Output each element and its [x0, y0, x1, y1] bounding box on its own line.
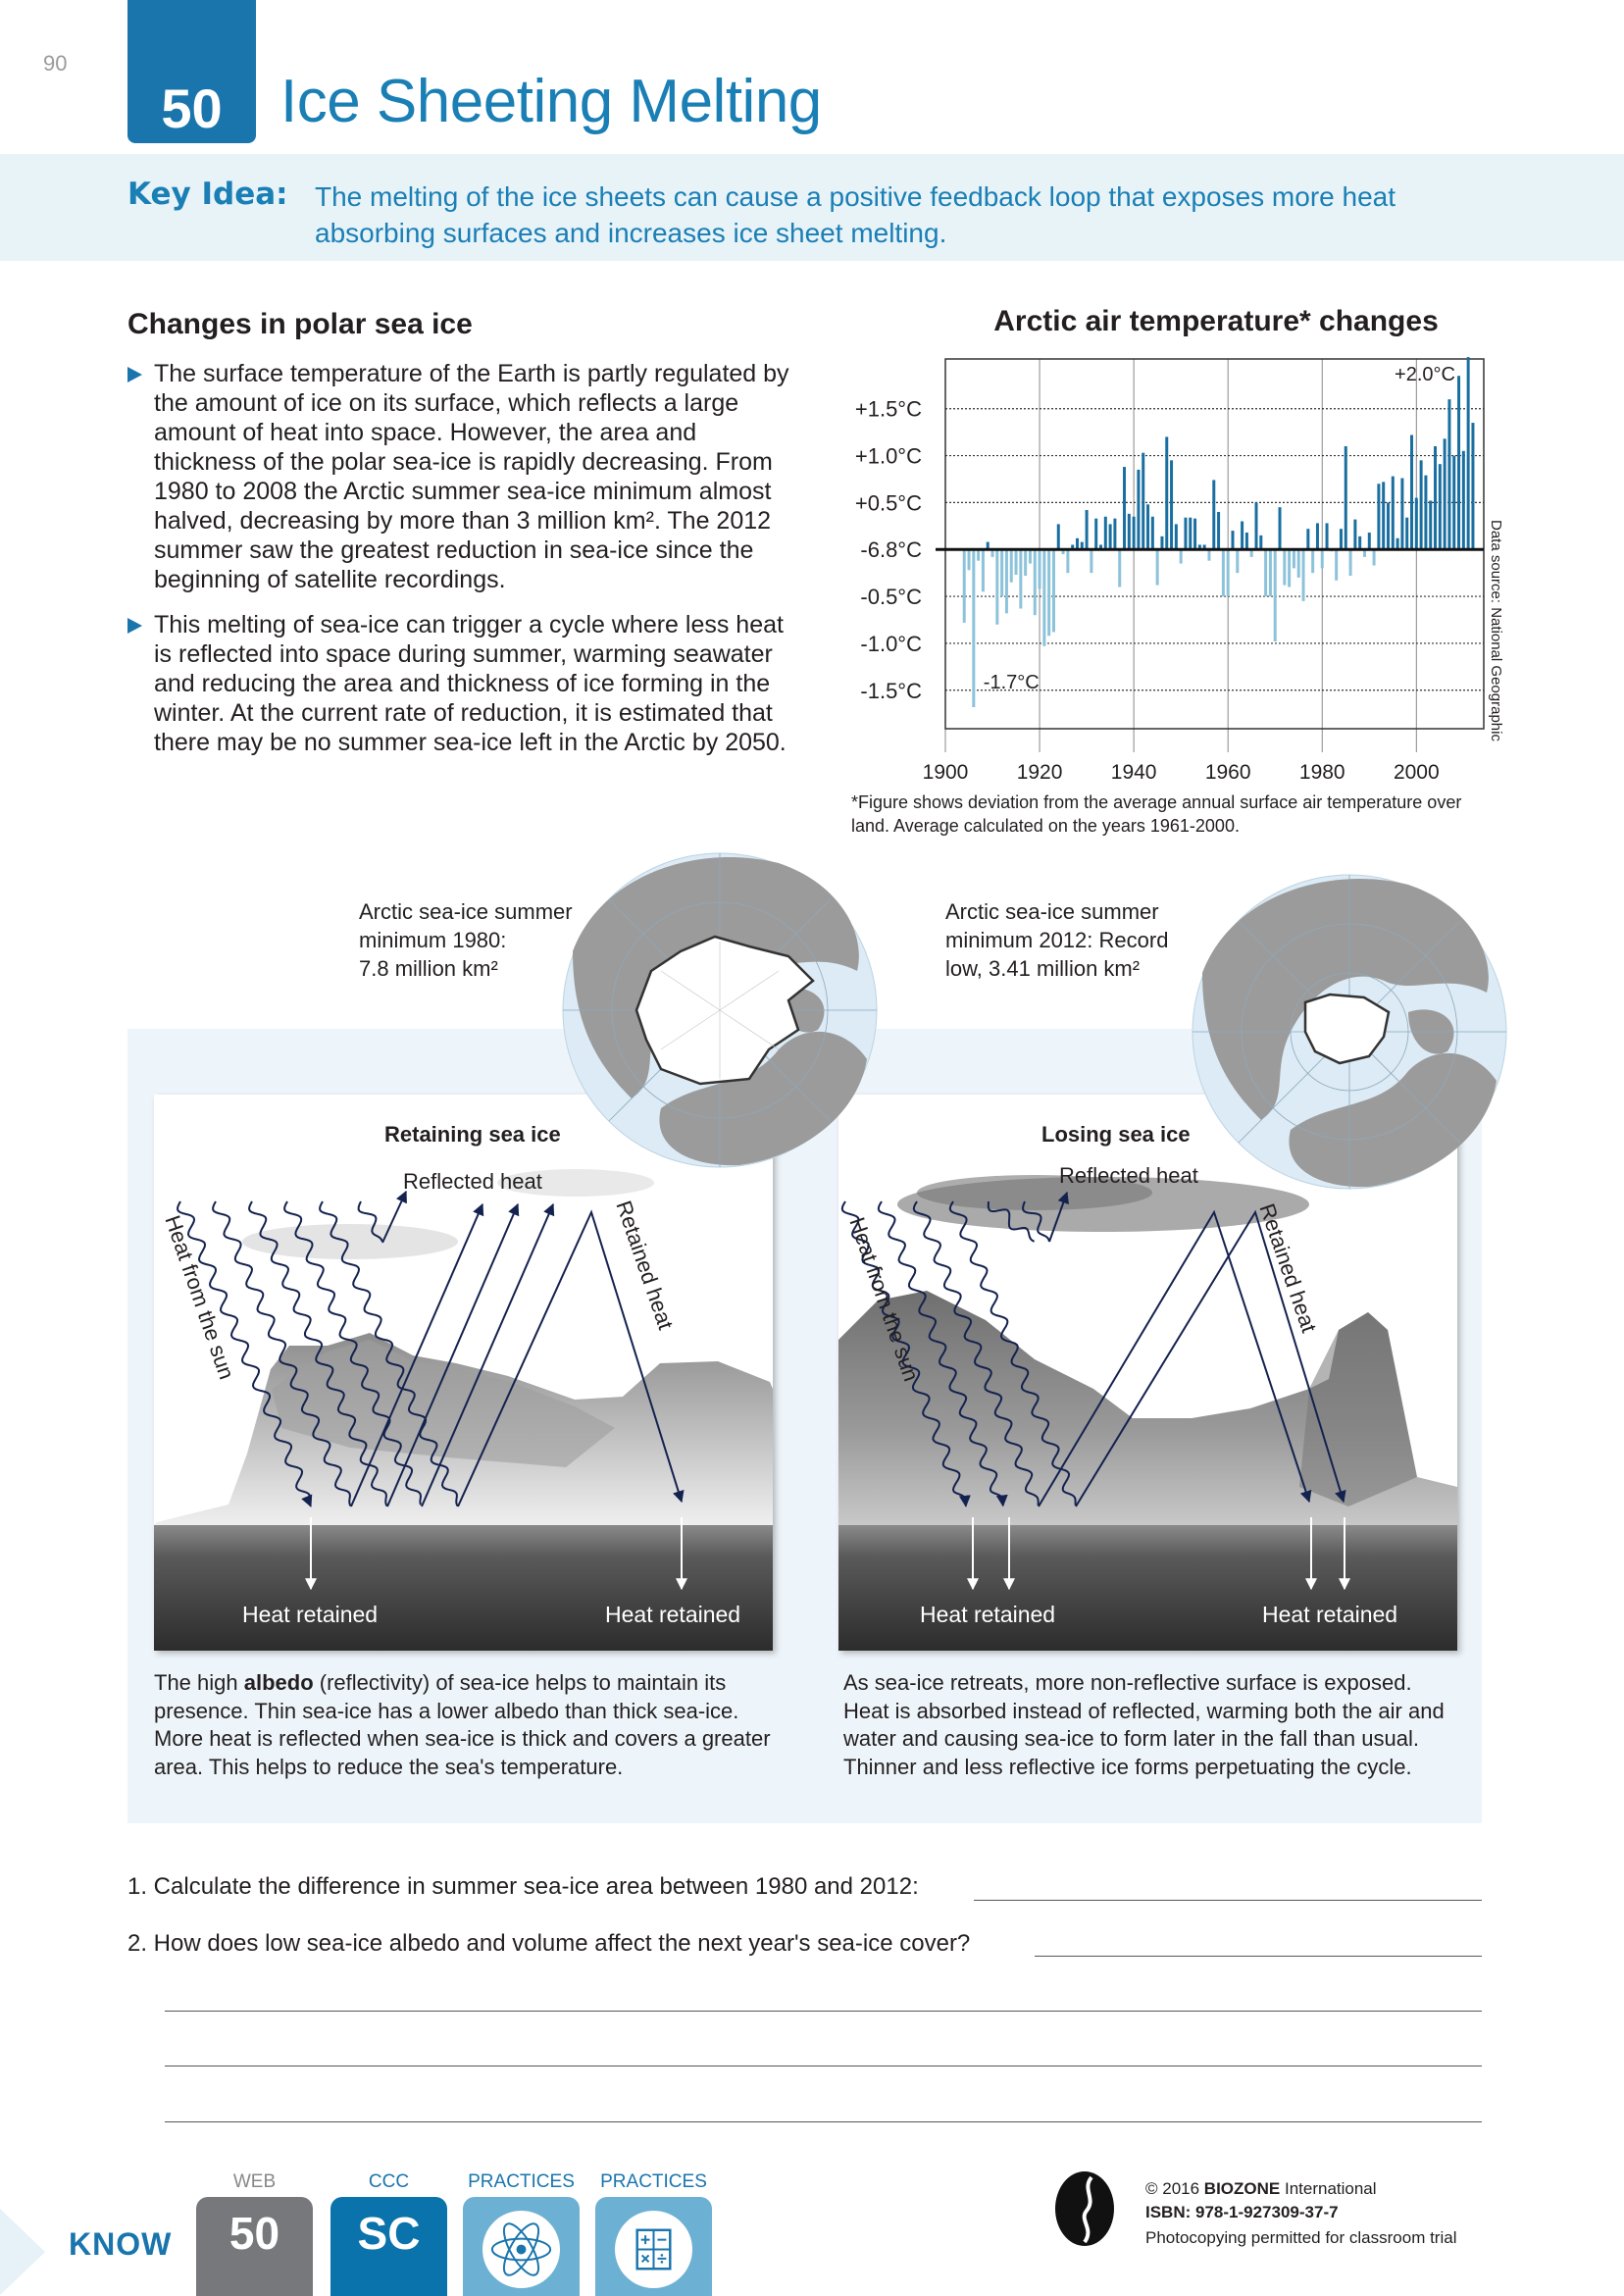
y-tick-label: +0.5°C: [854, 490, 922, 516]
bar: [1128, 514, 1131, 549]
bar: [1039, 549, 1041, 588]
caption-line: Arctic sea-ice summer: [359, 899, 573, 924]
chart-footnote: *Figure shows deviation from the average annual surface air temperature over land. Average calculated on the years 1961-2000.: [851, 792, 1462, 836]
bar: [1151, 517, 1154, 549]
caption-line: 7.8 million km²: [359, 956, 498, 981]
x-tick-label: 1980: [1298, 761, 1345, 784]
bar: [1217, 512, 1220, 549]
bar: [1259, 536, 1262, 549]
heat-retained-label: Heat retained: [605, 1602, 741, 1627]
map-caption-1980: [359, 897, 573, 983]
bar: [1467, 357, 1470, 549]
retained-heat-label: Retained heat: [611, 1198, 679, 1333]
question-2: 2. How does low sea-ice albedo and volume affect the next year's sea-ice cover?: [127, 1930, 971, 1957]
bar: [1396, 538, 1399, 549]
bar: [1316, 523, 1319, 549]
bar: [1452, 456, 1455, 550]
map-caption-2012: [945, 897, 1168, 983]
bar: [1118, 549, 1121, 587]
bar: [1345, 446, 1347, 549]
bar: [1297, 549, 1300, 578]
bar: [1180, 549, 1183, 563]
y-tick-label: +1.5°C: [854, 396, 922, 422]
heat-retained-label: Heat retained: [920, 1602, 1056, 1627]
bullet-triangle-icon: [127, 618, 142, 634]
copyright: [1145, 2179, 1377, 2199]
caption-line: Arctic sea-ice summer: [945, 899, 1159, 924]
bar: [1090, 549, 1092, 573]
x-tick-label: 1900: [922, 761, 969, 784]
bar: [1193, 519, 1196, 550]
bar: [1133, 517, 1136, 549]
bar: [1123, 467, 1126, 549]
losing-caption: As sea-ice retreats, more non-reflective surface is exposed. Heat is absorbed instead of reflected, warming both the air and water and causing sea-ice to form later in the fall than usual. Thinner and less reflective ice forms perpetuating the cycle.: [843, 1670, 1445, 1779]
bar: [968, 549, 971, 570]
bar: [1340, 529, 1343, 549]
activity-number-tab: [127, 0, 256, 143]
y-tick-label: -0.5°C: [860, 585, 922, 610]
bar: [1439, 464, 1442, 549]
bar: [1227, 549, 1230, 596]
bar: [1279, 507, 1282, 549]
page-title: Ice Sheeting Melting: [280, 68, 822, 135]
bar: [1302, 549, 1305, 601]
bar: [1029, 549, 1032, 563]
bar: [1137, 470, 1140, 549]
arctic-map-2012: [1188, 870, 1511, 1194]
x-tick-label: 1960: [1204, 761, 1251, 784]
reflected-heat-label: Reflected heat: [1059, 1163, 1198, 1188]
tag-label: CCC: [368, 2171, 410, 2192]
brand-name: BIOZONE: [1203, 2179, 1281, 2198]
y-tick-label: -1.5°C: [860, 678, 922, 703]
bar: [1429, 500, 1432, 549]
bar: [1293, 549, 1295, 568]
caption-bold: albedo: [243, 1670, 314, 1695]
x-tick-label: 1920: [1016, 761, 1063, 784]
bar: [1415, 498, 1418, 550]
bar: [1010, 549, 1013, 582]
tag-label: PRACTICES: [600, 2171, 707, 2192]
tag-label: WEB: [232, 2171, 277, 2192]
bar: [1156, 549, 1159, 585]
know-label: KNOW: [69, 2226, 173, 2262]
bar: [1104, 517, 1107, 549]
bar: [1160, 536, 1163, 549]
web-tag[interactable]: [196, 2197, 313, 2296]
bar: [1264, 549, 1267, 596]
diagram-title: Losing sea ice: [1041, 1122, 1191, 1147]
bar: [1353, 520, 1356, 550]
bar: [1335, 549, 1338, 581]
bar: [1457, 376, 1460, 549]
bar: [1245, 533, 1248, 549]
y-tick-label: +1.0°C: [854, 443, 922, 469]
bar: [1146, 504, 1149, 549]
bar: [1424, 476, 1427, 550]
bar: [1255, 502, 1258, 549]
key-idea-text: The melting of the ice sheets can cause a positive feedback loop that exposes more heat absorbing surfaces and increases ice sheet melting.: [315, 181, 1396, 248]
x-tick-label: 1940: [1110, 761, 1157, 784]
heat-from-sun-label: Heat from the sun: [160, 1212, 239, 1383]
bar: [1231, 531, 1234, 549]
bar: [1368, 533, 1371, 549]
bar: [1392, 477, 1395, 550]
bar: [1288, 549, 1291, 587]
bar: [1005, 549, 1008, 613]
bar: [1042, 549, 1045, 646]
question-1: 1. Calculate the difference in summer sea-ice area between 1980 and 2012:: [127, 1873, 919, 1900]
bar: [1283, 549, 1286, 585]
know-arrow-icon: [0, 2209, 45, 2295]
isbn: ISBN: 978-1-927309-37-7: [1145, 2203, 1339, 2221]
biozone-logo-icon: [1047, 2169, 1126, 2248]
bar: [1066, 549, 1069, 573]
bar: [1175, 524, 1178, 549]
reflected-heat-label: Reflected heat: [403, 1169, 542, 1194]
bar: [1405, 518, 1408, 550]
data-source: Data source: National Geographic: [1488, 520, 1504, 741]
web-tag-value: 50: [228, 2208, 280, 2259]
bar: [982, 549, 985, 591]
chart-title: Arctic air temperature* changes: [993, 305, 1439, 337]
bullet-paragraph: [127, 359, 804, 594]
bar: [1113, 519, 1116, 550]
retaining-caption: [154, 1669, 782, 1781]
practices-tag[interactable]: [463, 2197, 580, 2296]
bar: [1410, 435, 1413, 550]
diagram-title: Retaining sea ice: [384, 1122, 561, 1147]
bar: [1382, 482, 1385, 549]
caption-line: low, 3.41 million km²: [945, 956, 1141, 981]
bar: [1321, 549, 1324, 568]
bar: [1274, 549, 1277, 641]
section-heading: Changes in polar sea ice: [127, 308, 473, 340]
tag-label: PRACTICES: [468, 2171, 575, 2192]
bar: [1052, 549, 1055, 632]
photocopy-notice: Photocopying permitted for classroom trial: [1145, 2228, 1457, 2247]
bar: [1373, 549, 1376, 565]
bar: [1019, 549, 1022, 608]
icon-circle: [615, 2211, 692, 2288]
page-number: 90: [43, 51, 68, 76]
caption-line: minimum 2012: Record: [945, 928, 1169, 952]
bar: [977, 549, 980, 560]
heat-from-sun-label: Heat from the sun: [844, 1214, 924, 1385]
answer-line[interactable]: [165, 2121, 1482, 2122]
bar: [1434, 446, 1437, 549]
answer-line[interactable]: [974, 1900, 1482, 1901]
bar: [1057, 524, 1060, 549]
bar: [1000, 549, 1003, 596]
bullet-text: The surface temperature of the Earth is partly regulated by the amount of ice on its surface, which reflects a large amount of heat into space. However, the area and thickness of the polar sea-ice is rapidly decreasing. From 1980 to 2008 the Arctic summer sea-ice minimum almost halved, decreasing by more than 3 million km². The 2012 summer saw the greatest reduction in sea-ice since the beginning of satellite recordings.: [154, 360, 789, 593]
calculator-icon: [615, 2211, 692, 2288]
x-tick-label: 2000: [1393, 761, 1440, 784]
bar: [1420, 460, 1423, 549]
copyright-text: International: [1280, 2179, 1377, 2198]
activity-number: 50: [161, 77, 223, 139]
bar: [1142, 453, 1144, 550]
bar: [1170, 460, 1173, 549]
bar: [1189, 518, 1192, 550]
bar: [1034, 549, 1037, 615]
bar: [1377, 484, 1380, 549]
bullet-triangle-icon: [127, 367, 142, 383]
bar: [1212, 480, 1215, 549]
bar: [1109, 524, 1112, 549]
bar: [1471, 423, 1474, 549]
bar: [1222, 549, 1225, 596]
bar: [1184, 518, 1187, 550]
arctic-map-1980: [558, 848, 882, 1172]
bullet-paragraph: [127, 610, 804, 757]
y-tick-label: -6.8°C: [860, 537, 922, 563]
bullet-text: This melting of sea-ice can trigger a cycle where less heat is reflected into space during summer, warming seawater and reducing the area and thickness of ice forming in the winter. At the current rate of reduction, it is estimated that there may be no summer sea-ice left in the Arctic by 2050.: [154, 611, 787, 756]
bar: [1462, 451, 1465, 549]
caption-text: (reflectivity) of sea-ice helps to maintain its presence. Thin sea-ice has a lower albedo than thick sea-ice. More heat is reflected when sea-ice is thick and covers a greater area. This helps to reduce the sea's temperature.: [154, 1670, 771, 1779]
bar: [1086, 510, 1089, 549]
ccc-tag-value: SC: [357, 2208, 421, 2259]
bar: [1236, 549, 1239, 573]
bar: [1326, 523, 1329, 549]
heat-retained-label: Heat retained: [242, 1602, 379, 1627]
y-tick-label: -1.0°C: [860, 631, 922, 656]
practices-tag[interactable]: [595, 2197, 712, 2296]
temperature-bar-chart: [843, 343, 1510, 790]
caption-line: minimum 1980:: [359, 928, 507, 952]
answer-line[interactable]: [1035, 1956, 1482, 1957]
retaining-sea-ice-diagram: [154, 1095, 773, 1651]
ccc-tag[interactable]: [330, 2197, 447, 2296]
bar: [1024, 549, 1027, 576]
bar: [1349, 549, 1352, 576]
bar: [995, 549, 998, 625]
bar: [963, 549, 966, 623]
bar: [1444, 438, 1446, 549]
icon-circle: [482, 2211, 560, 2288]
retained-heat-label: Retained heat: [1254, 1200, 1322, 1336]
bar: [972, 549, 975, 707]
caption-text: The high: [154, 1670, 244, 1695]
bar: [1076, 538, 1079, 549]
bar: [1241, 522, 1243, 550]
bar: [1400, 479, 1403, 550]
bar: [1015, 549, 1018, 575]
bar: [1358, 536, 1361, 549]
bar: [1165, 436, 1168, 549]
bar: [1447, 399, 1450, 549]
bar: [1387, 502, 1390, 549]
bar: [1311, 549, 1314, 573]
atom-icon: [482, 2211, 560, 2288]
bar: [1047, 549, 1050, 636]
copyright-text: © 2016: [1145, 2179, 1204, 2198]
heat-retained-label: Heat retained: [1262, 1602, 1398, 1627]
bar: [1306, 529, 1309, 549]
answer-line[interactable]: [165, 2011, 1482, 2012]
max-annotation: +2.0°C: [1395, 364, 1455, 385]
min-annotation: -1.7°C: [983, 671, 1040, 693]
bar: [1269, 549, 1272, 596]
bar: [1207, 549, 1210, 560]
bar: [1094, 519, 1097, 550]
key-idea-label: Key Idea:: [127, 177, 288, 212]
